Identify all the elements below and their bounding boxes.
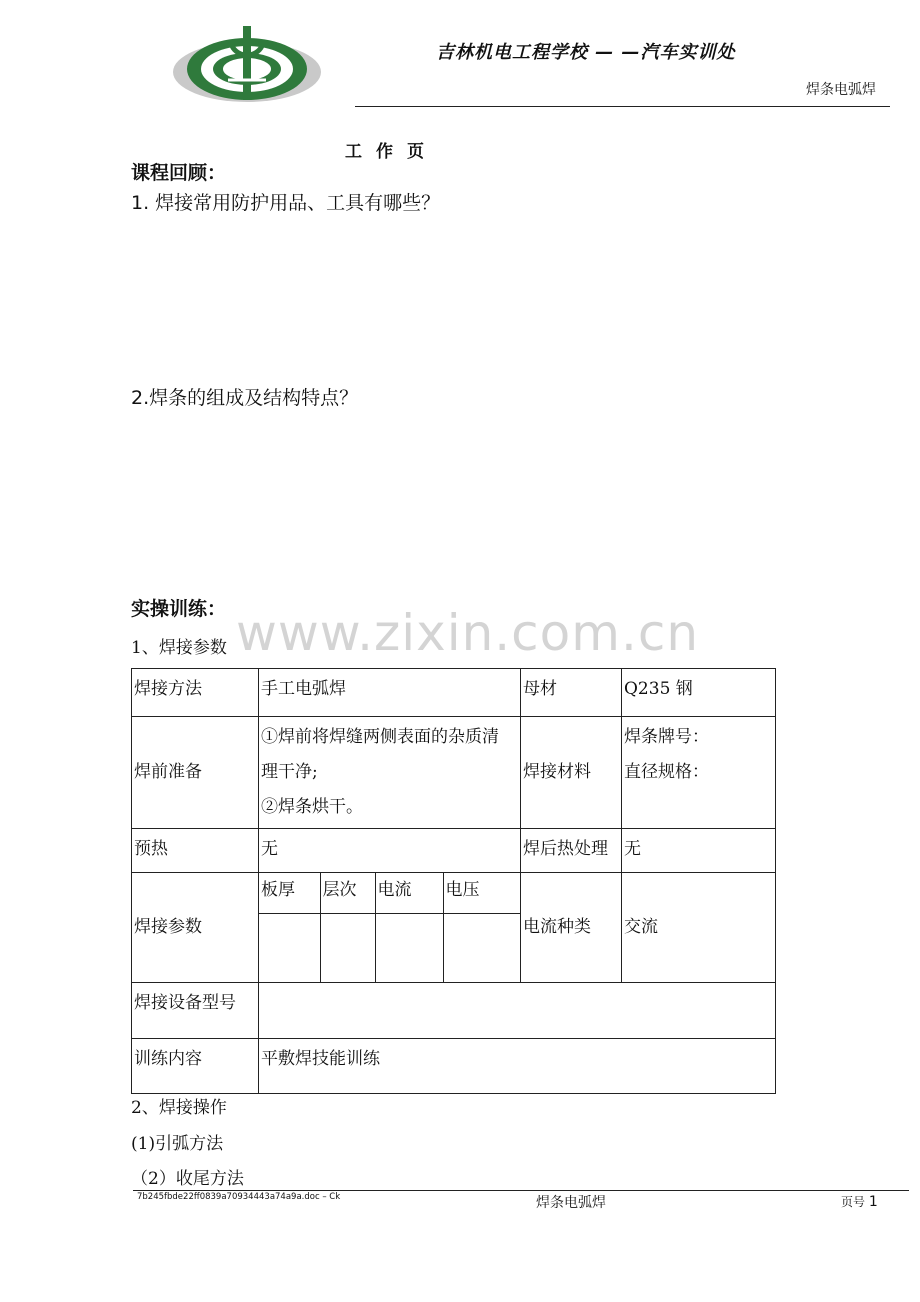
review-question-1: 1. 焊接常用防护用品、工具有哪些？ — [131, 192, 441, 214]
table-cell: 电流 — [375, 873, 443, 913]
table-cell — [375, 913, 443, 982]
parameter-subtable — [259, 873, 521, 982]
table-cell — [259, 717, 521, 829]
header-subject: 焊条电弧焊 — [806, 82, 876, 98]
table-row — [259, 913, 521, 982]
footer-divider — [133, 1190, 909, 1191]
table-cell — [259, 913, 320, 982]
table-row — [132, 829, 776, 873]
header-divider — [355, 106, 890, 107]
footer-page — [841, 1193, 878, 1210]
watermark: www.zixin.com.cn — [236, 604, 700, 662]
operation-item-1: (1)引弧方法 — [131, 1134, 224, 1154]
table-cell: 电压 — [443, 873, 521, 913]
table-cell — [443, 913, 521, 982]
table-cell: 无 — [622, 829, 776, 873]
table-cell: 母材 — [521, 669, 622, 717]
section-1-title: 1、焊接参数 — [131, 638, 227, 658]
table-cell — [622, 717, 776, 829]
review-heading: 课程回顾： — [131, 162, 227, 184]
school-name: 吉林机电工程学校 — —汽车实训处 — [436, 42, 736, 63]
welding-parameters-table — [131, 668, 776, 1094]
section-2-title: 2、焊接操作 — [131, 1098, 227, 1118]
table-cell — [259, 983, 776, 1039]
table-cell: Q235 钢 — [622, 669, 776, 717]
prep-line-1: ①焊前将焊缝两侧表面的杂质清 — [261, 727, 499, 747]
table-row — [132, 717, 776, 829]
table-cell: 预热 — [132, 829, 259, 873]
table-cell: 训练内容 — [132, 1039, 259, 1094]
table-row — [132, 983, 776, 1039]
table-cell: 无 — [259, 829, 521, 873]
table-cell: 焊接方法 — [132, 669, 259, 717]
table-cell: 手工电弧焊 — [259, 669, 521, 717]
table-cell: 板厚 — [259, 873, 320, 913]
table-cell: 焊接参数 — [132, 873, 259, 983]
table-cell — [259, 873, 521, 983]
footer-doc-id: 7b245fbde22ff0839a70934443a74a9a.doc – Ck — [137, 1192, 341, 1202]
table-row — [259, 873, 521, 913]
footer-title: 焊条电弧焊 — [536, 1195, 606, 1211]
page-number: 1 — [868, 1194, 878, 1210]
table-cell: 焊后热处理 — [521, 829, 622, 873]
table-row — [132, 1039, 776, 1094]
table-cell: 焊接材料 — [521, 717, 622, 829]
prep-line-3: ②焊条烘干。 — [261, 797, 363, 817]
table-cell: 平敷焊技能训练 — [259, 1039, 776, 1094]
operation-item-2: （2）收尾方法 — [131, 1169, 244, 1189]
table-cell: 焊前准备 — [132, 717, 259, 829]
prep-line-2: 理干净; — [261, 762, 318, 782]
table-cell: 交流 — [622, 873, 776, 983]
table-row — [132, 873, 776, 983]
table-cell: 层次 — [320, 873, 375, 913]
school-logo — [172, 22, 322, 104]
table-cell — [320, 913, 375, 982]
table-cell: 焊接设备型号 — [132, 983, 259, 1039]
page-title: 工作页 — [345, 142, 438, 162]
table-row — [132, 669, 776, 717]
electrode-grade-label: 焊条牌号： — [624, 727, 709, 747]
review-question-2: 2.焊条的组成及结构特点？ — [131, 387, 359, 409]
table-cell: 电流种类 — [521, 873, 622, 983]
practice-heading: 实操训练： — [131, 598, 227, 620]
diameter-spec-label: 直径规格： — [624, 762, 709, 782]
page-label: 页号 — [841, 1195, 866, 1209]
